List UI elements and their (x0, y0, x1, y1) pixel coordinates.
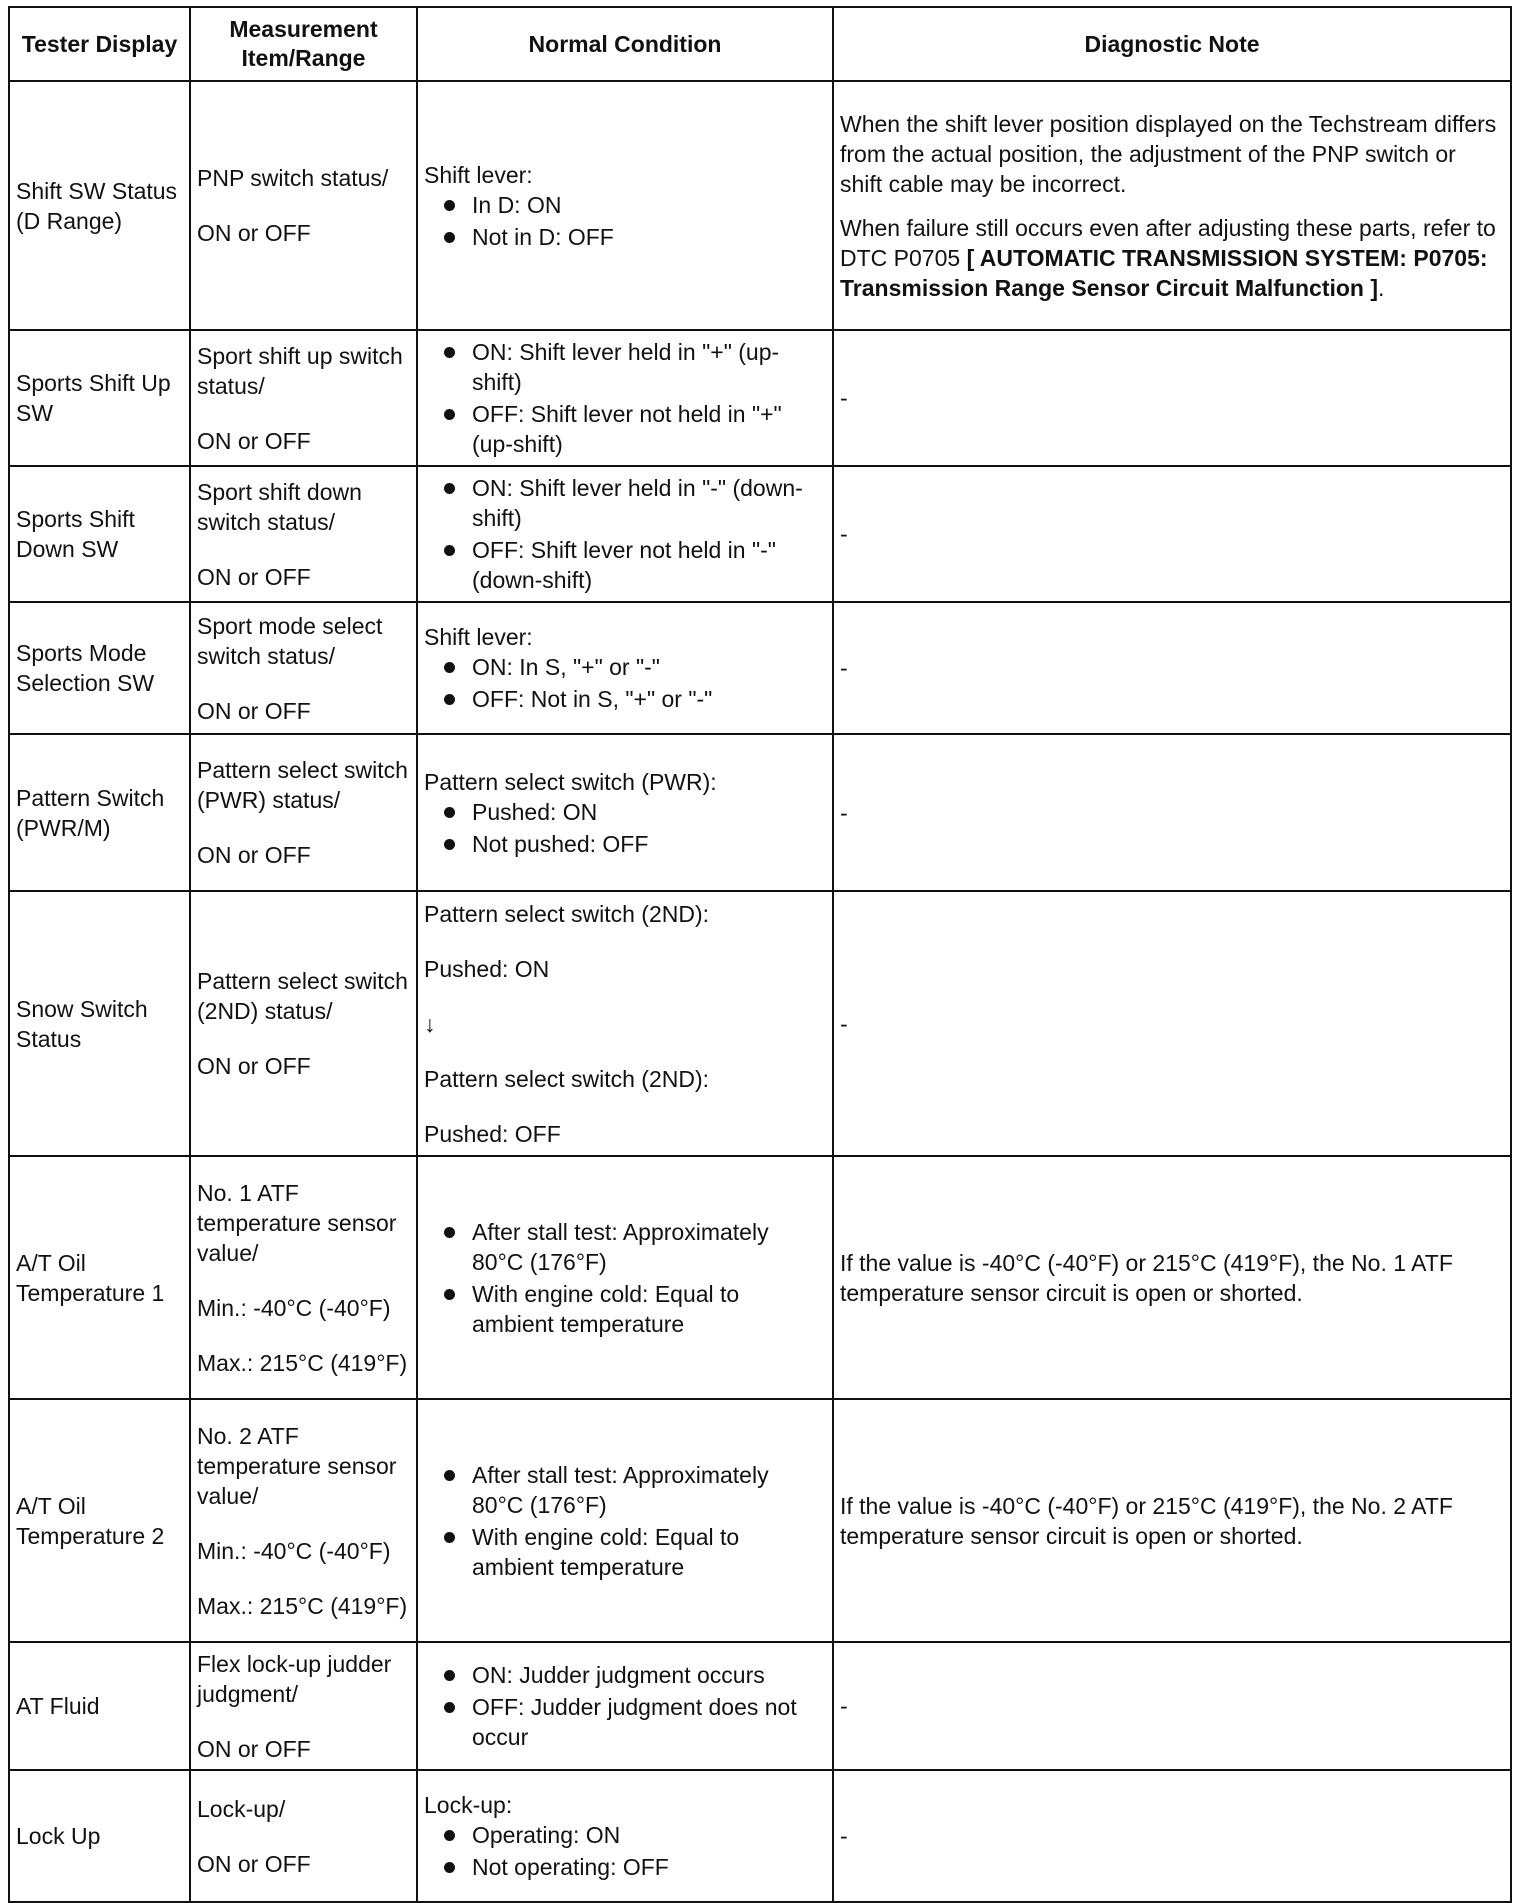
measurement-line: ON or OFF (197, 427, 311, 454)
measurement-line: ON or OFF (197, 697, 311, 724)
measurement-line: Min.: -40°C (-40°F) (197, 1294, 391, 1321)
table-row (9, 891, 1511, 1156)
condition-list (424, 473, 826, 595)
measurement-line: PNP switch status/ (197, 165, 389, 191)
normal-condition-cell (417, 466, 833, 602)
diagnostic-note-cell: - (833, 602, 1511, 734)
diagnostic-note-cell: - (833, 1770, 1511, 1902)
measurement-line: Pattern select switch (2ND) status/ (197, 968, 408, 1024)
table-row (9, 602, 1511, 734)
normal-condition-cell (417, 81, 833, 330)
table-row (9, 1642, 1511, 1770)
condition-line: Pattern select switch (2ND): (424, 1065, 710, 1092)
table-row (9, 81, 1511, 330)
condition-bullet: Not in D: OFF (424, 222, 826, 252)
measurement-cell (190, 891, 417, 1156)
table-row (9, 734, 1511, 891)
measurement-cell (190, 1156, 417, 1399)
note-text: When failure still occurs even after adjusting these parts, refer to DTC P0705 (840, 214, 1496, 271)
measurement-line: ON or OFF (197, 563, 311, 590)
tester-display-cell: A/T Oil Temperature 2 (9, 1399, 190, 1642)
measurement-line: ON or OFF (197, 1850, 311, 1877)
condition-list (424, 1660, 826, 1752)
tester-display-cell: Sports Mode Selection SW (9, 602, 190, 734)
condition-bullet: OFF: Shift lever not held in "+" (up-shift) (424, 399, 826, 459)
condition-list (424, 797, 826, 859)
condition-bullet: Not pushed: OFF (424, 829, 826, 859)
measurement-line: Sport shift down switch status/ (197, 478, 362, 535)
condition-bullet: With engine cold: Equal to ambient temperature (424, 1279, 826, 1339)
header-tester-display: Tester Display (9, 7, 190, 81)
condition-bullet: Pushed: ON (424, 797, 826, 827)
normal-condition-cell (417, 891, 833, 1156)
condition-bullet: Operating: ON (424, 1820, 826, 1850)
condition-bullet: With engine cold: Equal to ambient temperature (424, 1522, 826, 1582)
measurement-cell (190, 466, 417, 602)
measurement-line: Max.: 215°C (419°F) (197, 1592, 408, 1619)
condition-intro: Shift lever: (424, 161, 533, 188)
condition-bullet: ON: Shift lever held in "-" (down-shift) (424, 473, 826, 533)
measurement-line: Pattern select switch (PWR) status/ (197, 757, 408, 813)
condition-list (424, 1820, 826, 1882)
table-row (9, 1399, 1511, 1642)
normal-condition-cell (417, 1770, 833, 1902)
down-arrow-icon: ↓ (424, 1010, 436, 1037)
tester-display-cell: Sports Shift Down SW (9, 466, 190, 602)
measurement-line: ON or OFF (197, 1735, 311, 1762)
diagnostic-note-cell: - (833, 1642, 1511, 1770)
condition-bullet: In D: ON (424, 190, 826, 220)
condition-bullet: ON: In S, "+" or "-" (424, 652, 826, 682)
normal-condition-cell (417, 1399, 833, 1642)
tester-display-cell: Snow Switch Status (9, 891, 190, 1156)
normal-condition-cell (417, 734, 833, 891)
measurement-line: Sport mode select switch status/ (197, 612, 383, 669)
measurement-line: Flex lock-up judder judgment/ (197, 1650, 392, 1707)
condition-list (424, 190, 826, 252)
table-row (9, 1156, 1511, 1399)
measurement-line: Min.: -40°C (-40°F) (197, 1537, 391, 1564)
measurement-line: No. 1 ATF temperature sensor value/ (197, 1179, 397, 1266)
note-paragraph (840, 213, 1504, 303)
measurement-cell (190, 1642, 417, 1770)
measurement-line: Max.: 215°C (419°F) (197, 1349, 408, 1376)
note-paragraph: When the shift lever position displayed on the Techstream differs from the actual position, the adjustment of the PNP switch or shift cable may be incorrect. (840, 110, 1497, 197)
normal-condition-cell (417, 1156, 833, 1399)
reference-link-text: [ AUTOMATIC TRANSMISSION SYSTEM: P0705: Transmission Range Sensor Circuit Malfunction ] (840, 244, 1488, 301)
condition-bullet: After stall test: Approximately 80°C (176°F) (424, 1217, 826, 1277)
table-row (9, 466, 1511, 602)
table-row (9, 330, 1511, 466)
tester-display-cell: Shift SW Status (D Range) (9, 81, 190, 330)
diagnostic-note-cell: - (833, 734, 1511, 891)
normal-condition-cell (417, 1642, 833, 1770)
condition-list (424, 337, 826, 459)
condition-bullet: OFF: Judder judgment does not occur (424, 1692, 826, 1752)
tester-display-cell: AT Fluid (9, 1642, 190, 1770)
diagnostic-note-cell: If the value is -40°C (-40°F) or 215°C (419°F), the No. 2 ATF temperature sensor circuit is open or shorted. (833, 1399, 1511, 1642)
measurement-cell (190, 734, 417, 891)
condition-bullet: After stall test: Approximately 80°C (176°F) (424, 1460, 826, 1520)
measurement-line: No. 2 ATF temperature sensor value/ (197, 1422, 397, 1509)
tester-display-cell: Sports Shift Up SW (9, 330, 190, 466)
table-row (9, 1770, 1511, 1902)
condition-bullet: ON: Judder judgment occurs (424, 1660, 826, 1690)
diagnostic-note-cell: - (833, 891, 1511, 1156)
condition-bullet: OFF: Not in S, "+" or "-" (424, 684, 826, 714)
note-text: . (1378, 274, 1385, 301)
measurement-line: ON or OFF (197, 220, 311, 246)
measurement-cell (190, 602, 417, 734)
data-list-table (8, 6, 1512, 1903)
diagnostic-note-cell: If the value is -40°C (-40°F) or 215°C (419°F), the No. 1 ATF temperature sensor circuit is open or shorted. (833, 1156, 1511, 1399)
condition-line: Pushed: OFF (424, 1120, 561, 1147)
diagnostic-note-cell (833, 81, 1511, 330)
normal-condition-cell (417, 602, 833, 734)
measurement-cell (190, 330, 417, 466)
condition-intro: Shift lever: (424, 624, 533, 650)
diagnostic-note-cell: - (833, 466, 1511, 602)
tester-display-cell: A/T Oil Temperature 1 (9, 1156, 190, 1399)
condition-list (424, 1217, 826, 1339)
header-measurement-item: Measurement Item/Range (190, 7, 417, 81)
measurement-cell (190, 1770, 417, 1902)
measurement-line: ON or OFF (197, 1053, 311, 1079)
table-header-row (9, 7, 1511, 81)
condition-intro: Lock-up: (424, 1792, 513, 1818)
condition-list (424, 652, 826, 714)
condition-bullet: Not operating: OFF (424, 1852, 826, 1882)
measurement-line: Lock-up/ (197, 1795, 286, 1822)
condition-line: Pushed: ON (424, 955, 550, 982)
measurement-cell (190, 1399, 417, 1642)
condition-bullet: ON: Shift lever held in "+" (up-shift) (424, 337, 826, 397)
diagnostic-note-cell: - (833, 330, 1511, 466)
condition-intro: Pattern select switch (PWR): (424, 768, 717, 795)
measurement-line: ON or OFF (197, 842, 311, 868)
measurement-line: Sport shift up switch status/ (197, 342, 403, 399)
measurement-cell (190, 81, 417, 330)
tester-display-cell: Lock Up (9, 1770, 190, 1902)
header-diagnostic-note: Diagnostic Note (833, 7, 1511, 81)
condition-line: Pattern select switch (2ND): (424, 900, 710, 927)
tester-display-cell: Pattern Switch (PWR/M) (9, 734, 190, 891)
header-normal-condition: Normal Condition (417, 7, 833, 81)
normal-condition-cell (417, 330, 833, 466)
condition-list (424, 1460, 826, 1582)
condition-bullet: OFF: Shift lever not held in "-" (down-shift) (424, 535, 826, 595)
